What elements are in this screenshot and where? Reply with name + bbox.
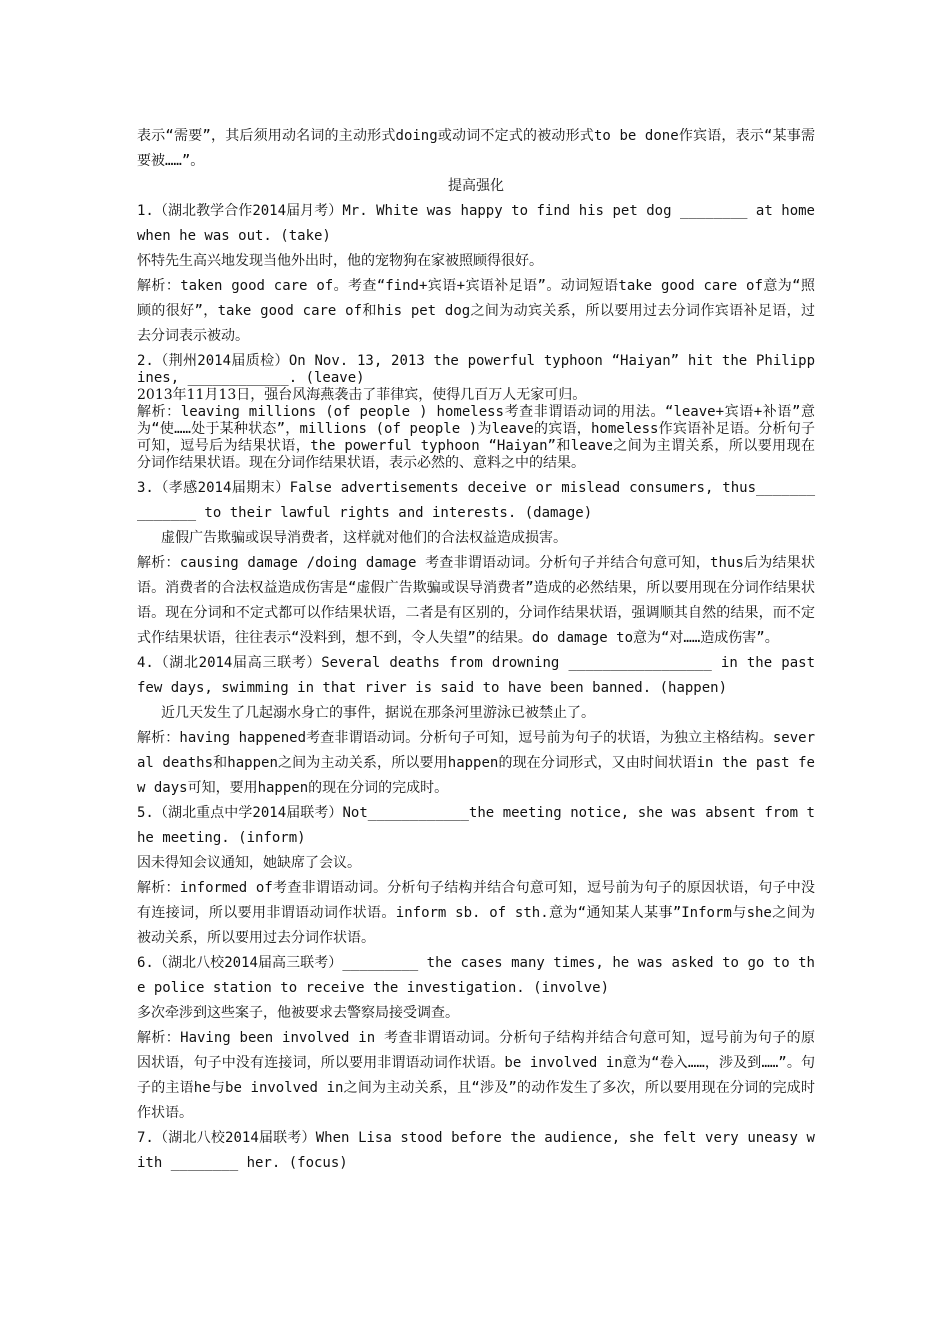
question-5-translation: 因未得知会议通知，她缺席了会议。 bbox=[137, 855, 361, 871]
question-1-stem: 1.（湖北教学合作2014届月考）Mr. White was happy to find his pet dog ________ at home when he was out. (take) bbox=[137, 203, 815, 244]
question-5-analysis: 解析：informed of考查非谓语动词。分析句子结构并结合句意可知，逗号前为句子的原因状语，句子中没有连接词，所以要用非谓语动词作状语。inform sb. of sth.意为“通知某人某事”Inform与she之间为被动关系，所以要用过去分词作状语。 bbox=[137, 880, 815, 946]
question-2-translation: 2013年11月13日，强台风海燕袭击了菲律宾，使得几百万人无家可归。 bbox=[137, 387, 587, 403]
question-5-stem: 5.（湖北重点中学2014届联考）Not____________the meeting notice, she was absent from the meeting. (inform) bbox=[137, 805, 815, 846]
question-6-stem: 6.（湖北八校2014届高三联考）_________ the cases many times, he was asked to go to the police station to receive the investigation. (involve) bbox=[137, 955, 815, 996]
question-2-analysis: 解析：leaving millions (of people ) homeless考查非谓语动词的用法。“leave+宾语+补语”意为“使……处于某种状态”，millions (of people )为leave的宾语，homeless作宾语补足语。分析句子可知，逗号后为结果状语，the powerful typhoon “Haiyan”和leave之间为主谓关系，所以要用现在分词作结果状语。现在分词作结果状语，表示必然的、意料之中的结果。 bbox=[137, 404, 815, 471]
question-4-stem: 4.（湖北2014届高三联考）Several deaths from drowning _________________ in the past few days, swimming in that river is said to have been banned. (happen) bbox=[137, 655, 815, 696]
intro-paragraph: 表示“需要”，其后须用动名词的主动形式doing或动词不定式的被动形式to be done作宾语，表示“某事需要被……”。 bbox=[137, 128, 815, 169]
section-title: 提高强化 bbox=[448, 178, 504, 194]
question-3-stem: 3.（孝感2014届期末）False advertisements deceive or mislead consumers, thus______________ to their lawful rights and interests. (damage) bbox=[137, 480, 815, 521]
question-6-analysis: 解析：Having been involved in 考查非谓语动词。分析句子结构并结合句意可知，逗号前为句子的原因状语，句子中没有连接词，所以要用非谓语动词作状语。be involved in意为“卷入……，涉及到……”。句子的主语he与be involved in之间为主动关系，且“涉及”的动作发生了多次，所以要用现在分词的完成时作状语。 bbox=[137, 1030, 815, 1121]
question-1-translation: 怀特先生高兴地发现当他外出时，他的宠物狗在家被照顾得很好。 bbox=[137, 253, 543, 269]
question-2-stem-text: 2.（荆州2014届质检）On Nov. 13, 2013 the powerful typhoon “Haiyan” hit the Philippines, ____________. (leave) bbox=[137, 353, 815, 386]
question-3-analysis: 解析：causing damage /doing damage 考查非谓语动词。分析句子并结合句意可知，thus后为结果状语。消费者的合法权益造成伤害是“虚假广告欺骗或误导消费者”造成的必然结果，所以要用现在分词作结果状语。现在分词和不定式都可以作结果状语，二者是有区别的，分词作结果状语，强调顺其自然的结果，而不定式作结果状语，往往表示“没料到，想不到，令人失望”的结果。do damage to意为“对……造成伤害”。 bbox=[137, 555, 815, 646]
question-4-translation: 近几天发生了几起溺水身亡的事件，据说在那条河里游泳已被禁止了。 bbox=[161, 705, 595, 721]
question-4-analysis: 解析：having happened考查非谓语动词。分析句子可知，逗号前为句子的状语，为独立主格结构。several deaths和happen之间为主动关系，所以要用happen的现在分词形式，又由时间状语in the past few days可知，要用happen的现在分词的完成时。 bbox=[137, 730, 815, 796]
question-7-stem: 7.（湖北八校2014届联考）When Lisa stood before the audience, she felt very uneasy with ________ her. (focus) bbox=[137, 1130, 815, 1171]
question-1-analysis: 解析：taken good care of。考查“find+宾语+宾语补足语”。动词短语take good care of意为“照顾的很好”，take good care of和his pet dog之间为动宾关系，所以要用过去分词作宾语补足语，过去分词表示被动。 bbox=[137, 278, 815, 344]
document-body bbox=[137, 124, 815, 1176]
question-6-translation: 多次牵涉到这些案子，他被要求去警察局接受调查。 bbox=[137, 1005, 459, 1021]
question-2-stem bbox=[137, 353, 815, 387]
question-3-translation: 虚假广告欺骗或误导消费者，这样就对他们的合法权益造成损害。 bbox=[161, 530, 567, 546]
